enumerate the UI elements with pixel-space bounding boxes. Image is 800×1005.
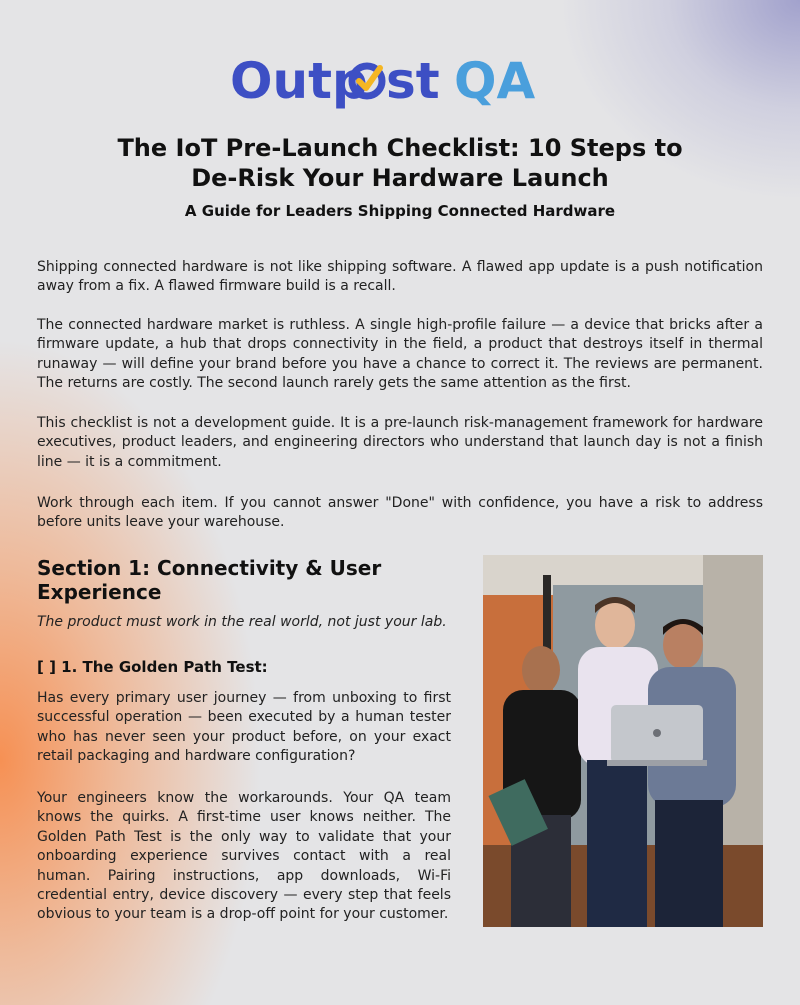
intro-paragraph-3: This checklist is not a development guide. It is a pre-launch risk-management framework for hardware executives, product leaders, and engineering directors who understand that launch day is not a finish line — it is a commitment. — [37, 415, 763, 470]
outpostqa-logo — [230, 48, 570, 112]
logo-text-qa: QA — [454, 52, 536, 110]
checklist-item-1-explanation: Your engineers know the workarounds. Your QA team knows the quirks. A first-time user knows neither. The Golden Path Test is the only way to validate that your onboarding experience survives contact with a real human. Pairing instructions, app downloads, Wi-Fi credential entry, device discovery — every step that feels obvious to your team is a drop-off point for your customer. — [37, 790, 451, 923]
logo-text-outp: Outp — [230, 52, 368, 110]
title-line-1: The IoT Pre-Launch Checklist: 10 Steps to — [117, 134, 683, 162]
document-subtitle: A Guide for Leaders Shipping Connected Hardware — [184, 202, 616, 220]
team-photo-illustration — [483, 555, 763, 927]
section-1-title: Section 1: Connectivity & User Experience — [37, 556, 382, 604]
intro-paragraph-4: Work through each item. If you cannot answer "Done" with confidence, you have a risk to address before units leave your warehouse. — [37, 495, 763, 531]
intro-paragraph-2: The connected hardware market is ruthless. A single high-profile failure — a device that bricks after a firmware update, a hub that drops connectivity in the field, a product that destroys itself in thermal runaway — will define your brand before you have a chance to correct it. The reviews are permanent. The returns are costly. The second launch rarely gets the same attention as the first. — [37, 317, 763, 392]
intro-paragraph-1: Shipping connected hardware is not like shipping software. A flawed app update is a push notification away from a fix. A flawed firmware build is a recall. — [37, 259, 763, 295]
team-photo — [483, 555, 763, 927]
logo — [0, 48, 800, 116]
document-title — [60, 133, 740, 193]
checklist-item-1-title: [ ] 1. The Golden Path Test: — [37, 658, 268, 676]
title-line-2: De-Risk Your Hardware Launch — [191, 164, 609, 192]
logo-text-st: st — [386, 52, 440, 110]
section-1-subtitle: The product must work in the real world, not just your lab. — [37, 614, 447, 630]
checklist-item-1-question: Has every primary user journey — from unboxing to first successful operation — been executed by a human tester who has never seen your product before, on your exact retail packaging and hardware configuration? — [37, 690, 451, 765]
